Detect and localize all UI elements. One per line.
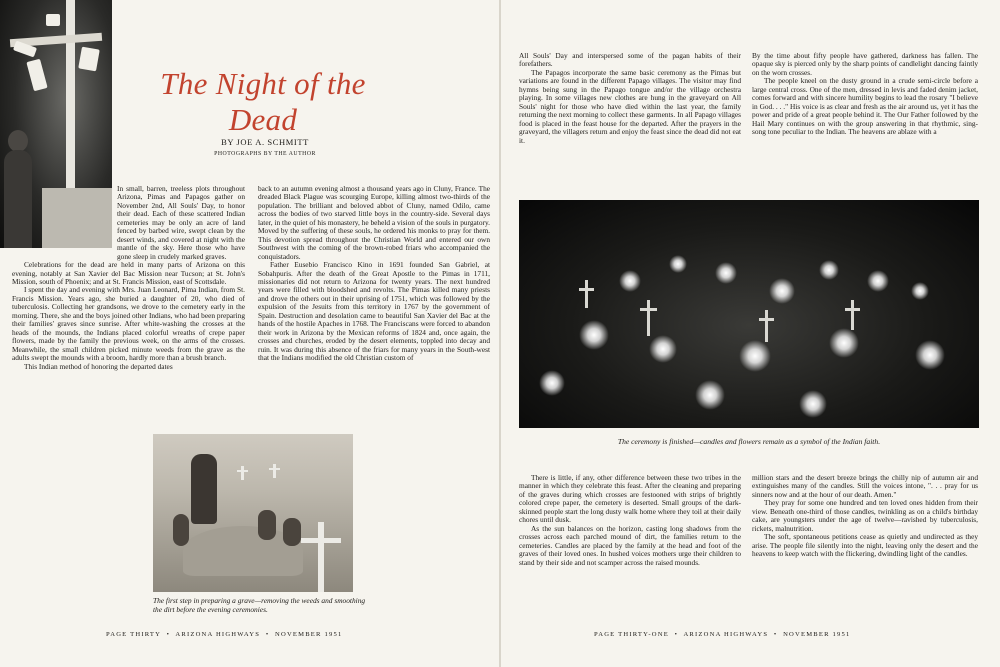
paragraph: Celebrations for the dead are held in many parts of Arizona on this evening, notably at San Xavier del Bac Mission near Tucson; at St. John's Mission, south of Phoenix; and at St. Francis Mission, east of Scottsdale. [12, 260, 245, 286]
candlelit-cemetery-photo [519, 200, 979, 428]
paragraph: All Souls' Day and interspersed some of the pagan habits of their forefathers. [519, 51, 741, 69]
paragraph: The people kneel on the dusty ground in a crude semi-circle before a large central cross. One of the men, dressed in levis and faded denim jacket, comes forward and with sincere humility begins to lead the rosary "I believe in God. . . ." His voice is as clear and fresh as the air around us, yet it has the power and pride of a great people behind it. The Our Father followed by the Hail Mary continues on with the group answering in that rhythmic, sing-song tone peculiar to the Indian. The heavens are ablaze with a [752, 76, 978, 137]
paragraph: Father Eusebio Francisco Kino in 1691 founded San Gabriel, at Sobahpuris. After the death of the Great Apostle to the Pimas in 1711, missionaries did not return to Arizona for twenty years. The next hundred years were filled with bloodshed and revolts. The Pimas killed many priests and drove the others out in their uprising of 1751, which was followed by the expulsion of the Jesuits from this territory in 1767 by the government of Spain. Destruction and desolation came to beautiful San Xavier del Bac at the hands of the hostile Apaches in 1768. The Franciscans were forced to abandon their work in Arizona by the Mexican reforms of 1824 and, once again, the crosses and churches, eroded by the desert elements, toppled into decay and ruin. It was during this absence of the friars for many years in the South-west that the Indians modified the old Christian custom of [258, 260, 490, 363]
right-column-2-bottom [752, 474, 978, 559]
right-column-2-top [752, 52, 978, 137]
byline: BY JOE A. SCHMITT [221, 137, 309, 147]
paragraph: There is little, if any, other difference between these two tribes in the manner in which they celebrate this feast. After the cleaning and preparing of the graves during which crosses are festooned with strips of brightly colored crepe paper, the cemetery is deserted. Small groups of the dark-skinned people start the long dusty walk home where they toil at their daily chores until dusk. [519, 473, 741, 525]
article-title: The Night of the Dead [160, 66, 366, 137]
right-photo-caption: The ceremony is finished—candles and flowers remain as a symbol of the Indian faith. [617, 437, 881, 446]
grave-preparation-photo [153, 434, 353, 592]
paragraph: I spent the day and evening with Mrs. Juan Leonard, Pima Indian, from St. Francis Mission. Years ago, she buried a daughter of 20, who died of tuberculosis. Collecting her grandsons, we drove to the cemetery early in the morning. There, she and the boys joined other Indians, who had been preparing their families' graves since sunrise. After white-washing the crosses at the heads of the mounds, the Indians placed colorful wreaths of crepe paper flowers, made by the family the previous week, on the arms of the crosses. Meanwhile, the small children picked minute weeds from the grave as the adults swept the mounds with a broom, hardly more than a brush branch. [12, 285, 245, 363]
left-column-1 [12, 185, 245, 371]
right-column-1-bottom [519, 474, 741, 567]
paragraph: By the time about fifty people have gathered, darkness has fallen. The opaque sky is pierced only by the sharp points of candlelight dancing faintly on the worn crosses. [752, 51, 978, 77]
paragraph: They pray for some one hundred and ten loved ones hidden from their view. Beneath one-third of those candles, twinkling as on a child's birthday cake, are youngsters under the age of twelve—ravished by tuberculosis, rickets, malnutrition. [752, 498, 978, 533]
paragraph: This Indian method of honoring the departed dates [24, 361, 173, 371]
right-page-footer: PAGE THIRTY-ONE • ARIZONA HIGHWAYS • NOVEMBER 1951 [594, 631, 851, 638]
right-column-1-top [519, 52, 741, 145]
paragraph: The Papagos incorporate the same basic ceremony as the Pimas but variations are found in the different Papago villages. The visitor may find hymns being sung in the Papago tongue and/or the village orchestra playing. In some villages new clothes are hung in the graveyard on All Souls' night for those who have died within the last year, the family returning the next morning to collect these garments. In all Papago villages food is placed in the feast house for the departed. After the prayers in the graveyard, the villagers return and enjoy the feast since the dead did not eat it. [519, 67, 741, 145]
paragraph: back to an autumn evening almost a thousand years ago in Cluny, France. The dreaded Black Plague was scourging Europe, killing almost two-thirds of the population. The brilliant and beloved abbot of Cluny, named Odilo, came across the bodies of two starved little boys in the country-side. Several days later, in the quiet of his monastery, he beheld a vision of the souls in purgatory. Moved by the suffering of these souls, he ordered his monks to pray for them. This devotion spread throughout the Christian World and entered our own Southwest with the coming of the brown-robed friars who accompanied the conquistadors. [258, 184, 490, 261]
page-gutter [499, 0, 501, 667]
paragraph: million stars and the desert breeze brings the chilly nip of autumn air and extinguishes many of the candles. Still the voices intone, ". . . pray for us sinners now and at the hour of our death. Amen." [752, 473, 978, 499]
photo-credit: PHOTOGRAPHS BY THE AUTHOR [214, 151, 316, 157]
left-page-footer: PAGE THIRTY • ARIZONA HIGHWAYS • NOVEMBER 1951 [106, 631, 343, 638]
paragraph: The soft, spontaneous petitions cease as quietly and undirected as they arise. The people file silently into the night, leaving only the desert and the heavens to keep watch with the flickering, dwindling light of the candles. [752, 532, 978, 559]
paragraph: As the sun balances on the horizon, casting long shadows from the crosses across each parched mound of dirt, the families return to the cemeteries. Candles are placed by the family at the head and foot of the graves of their loved ones. In hushed voices mothers urge their children to stand by their side and not scamper across the raised mounds. [519, 523, 741, 567]
left-column-2 [258, 185, 490, 363]
left-photo-caption: The first step in preparing a grave—removing the weeds and smoothing the dirt before the evening ceremonies. [153, 596, 366, 614]
paragraph: In small, barren, treeless plots throughout Arizona, Pimas and Papagos gather on November 2nd, All Souls' Day, to honor their dead. Each of these scattered Indian cemeteries may be only an acre of land fenced by barbed wire, swept clean by the desert winds, and covered at night with the mantle of the sky. Here those who have gone sleep in crudely marked graves. [117, 184, 245, 261]
